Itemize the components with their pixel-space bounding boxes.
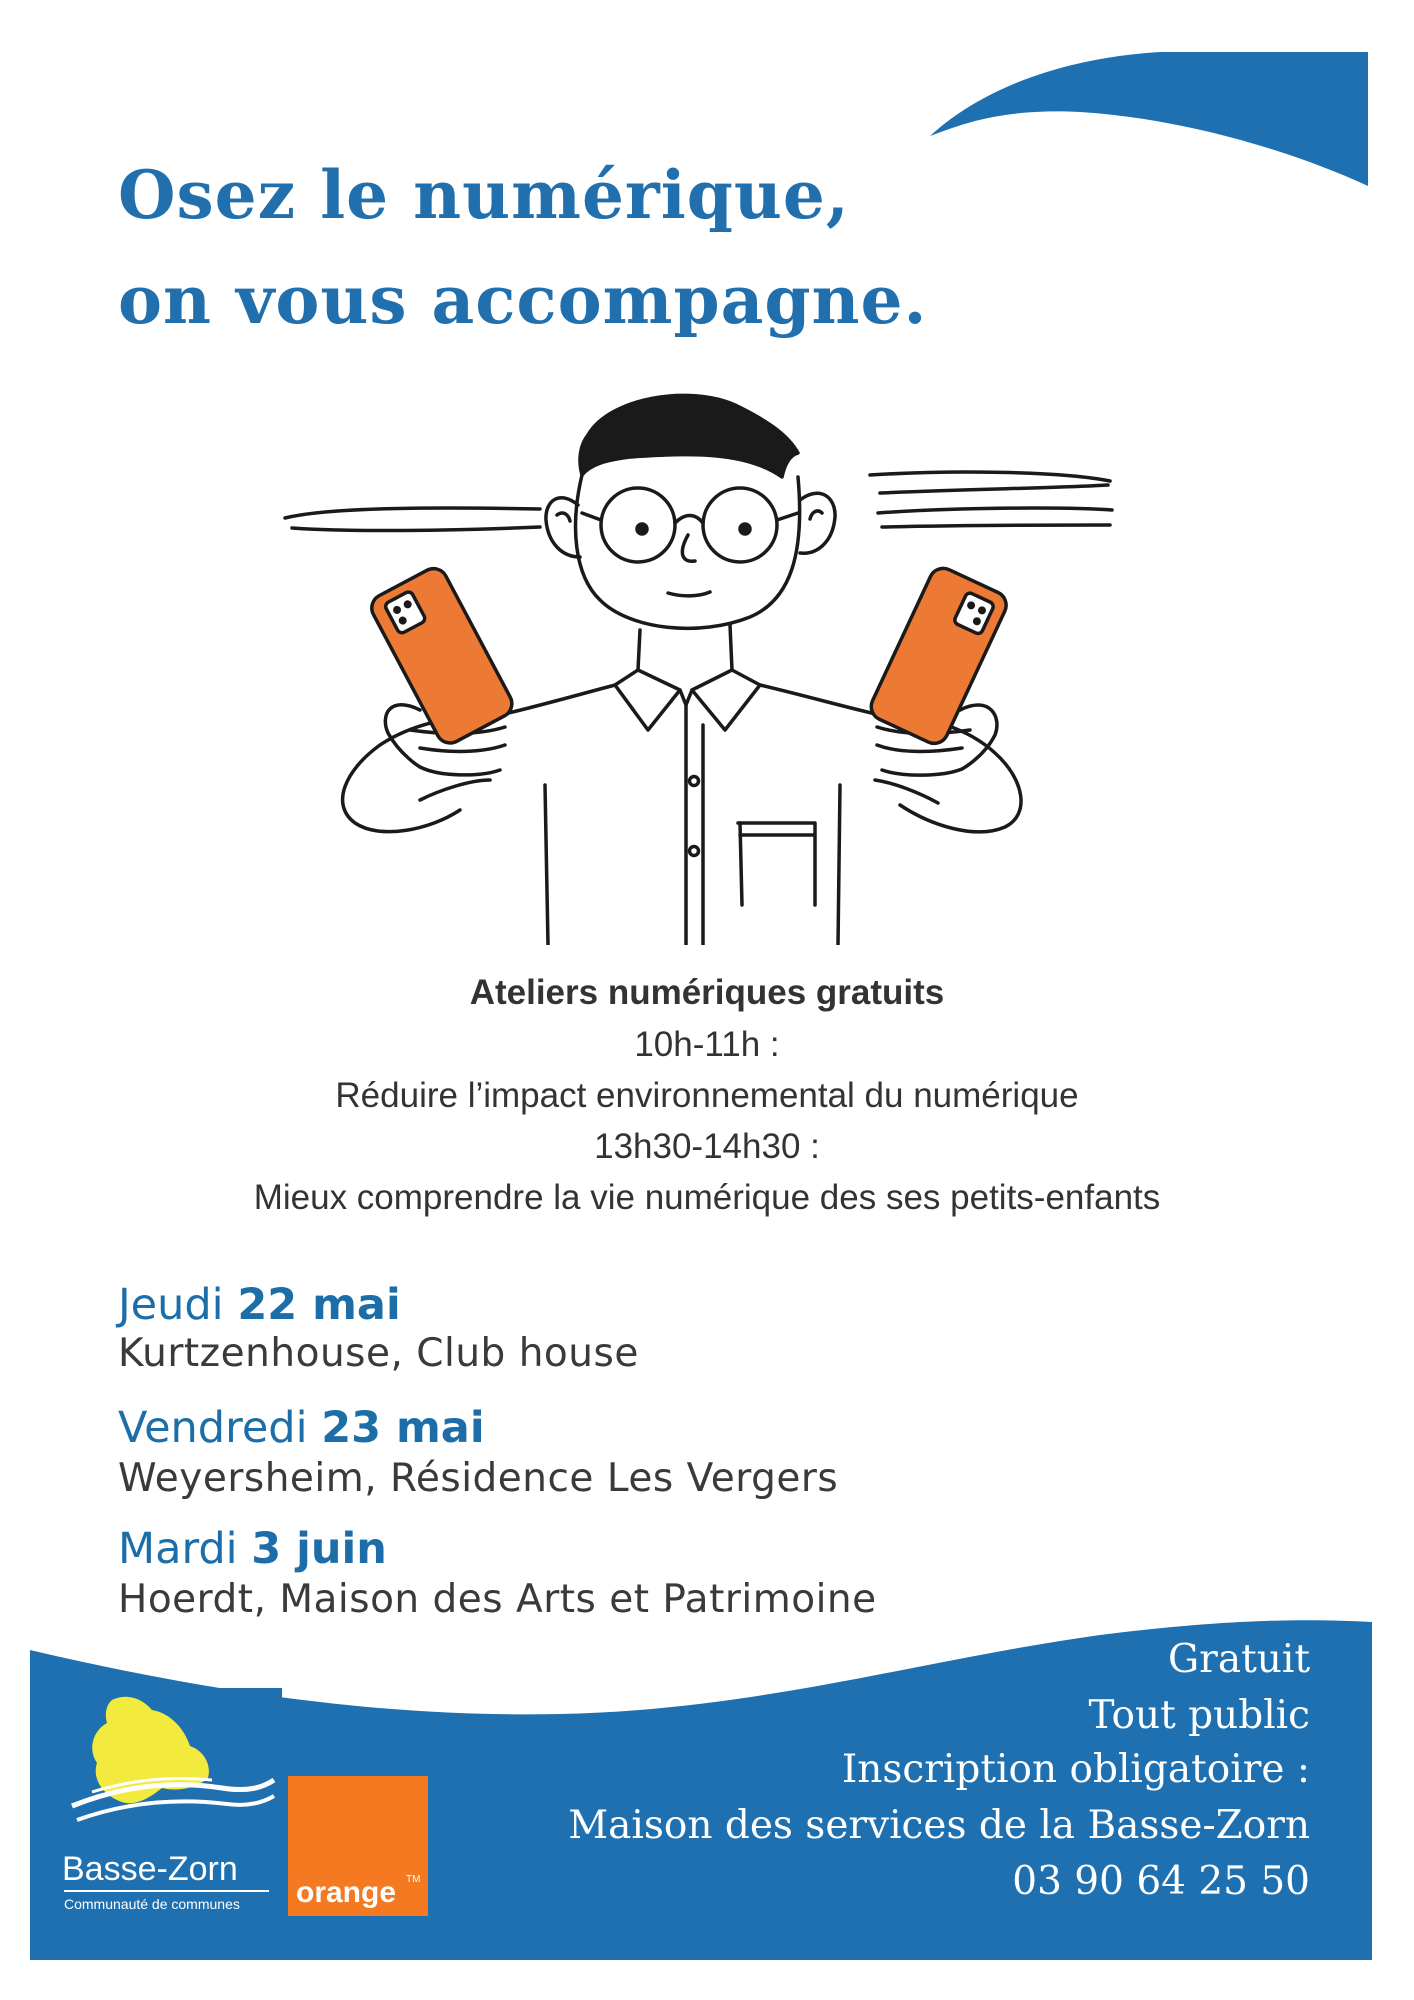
date-3-day: 3 juin [251,1524,387,1574]
logo-divider [64,1890,269,1892]
person-with-two-phones-icon [270,385,1140,945]
workshops-heading: Ateliers numériques gratuits [469,973,945,1012]
page-title-line-2: on vous accompagne. [118,261,928,339]
date-1 [118,1280,401,1330]
date-1-place: Kurtzenhouse, Club house [118,1331,639,1376]
date-2-weekday: Vendredi [118,1403,308,1453]
date-2 [118,1403,485,1453]
footer-organization: Maison des services de la Basse-Zorn [568,1803,1310,1848]
footer-free: Gratuit [1168,1637,1310,1682]
orange-tm: TM [406,1874,421,1885]
footer-audience: Tout public [1088,1693,1310,1738]
footer-phone: 03 90 64 25 50 [1012,1859,1310,1904]
session-2-time: 13h30-14h30 : [594,1127,820,1166]
date-3-weekday: Mardi [118,1524,238,1574]
orange-logo [288,1776,428,1916]
session-1-time: 10h-11h : [634,1025,780,1064]
footer-registration: Inscription obligatoire : [841,1747,1310,1792]
session-1-topic: Réduire l’impact environnemental du numérique [335,1076,1079,1115]
basse-zorn-map-icon [52,1688,282,1838]
basse-zorn-name: Basse-Zorn [62,1850,238,1888]
date-1-weekday: Jeudi [118,1280,224,1330]
date-3-place: Hoerdt, Maison des Arts et Patrimoine [118,1577,877,1622]
date-2-day: 23 mai [321,1403,485,1453]
basse-zorn-subtitle: Communauté de communes [64,1896,240,1912]
date-2-place: Weyersheim, Résidence Les Vergers [118,1456,839,1501]
page-title-line-1: Osez le numérique, [118,156,850,234]
orange-name: orange [296,1876,397,1909]
date-1-day: 22 mai [237,1280,401,1330]
session-2-topic: Mieux comprendre la vie numérique des ses petits-enfants [253,1178,1161,1217]
date-3 [118,1524,387,1574]
basse-zorn-logo [52,1688,282,1923]
